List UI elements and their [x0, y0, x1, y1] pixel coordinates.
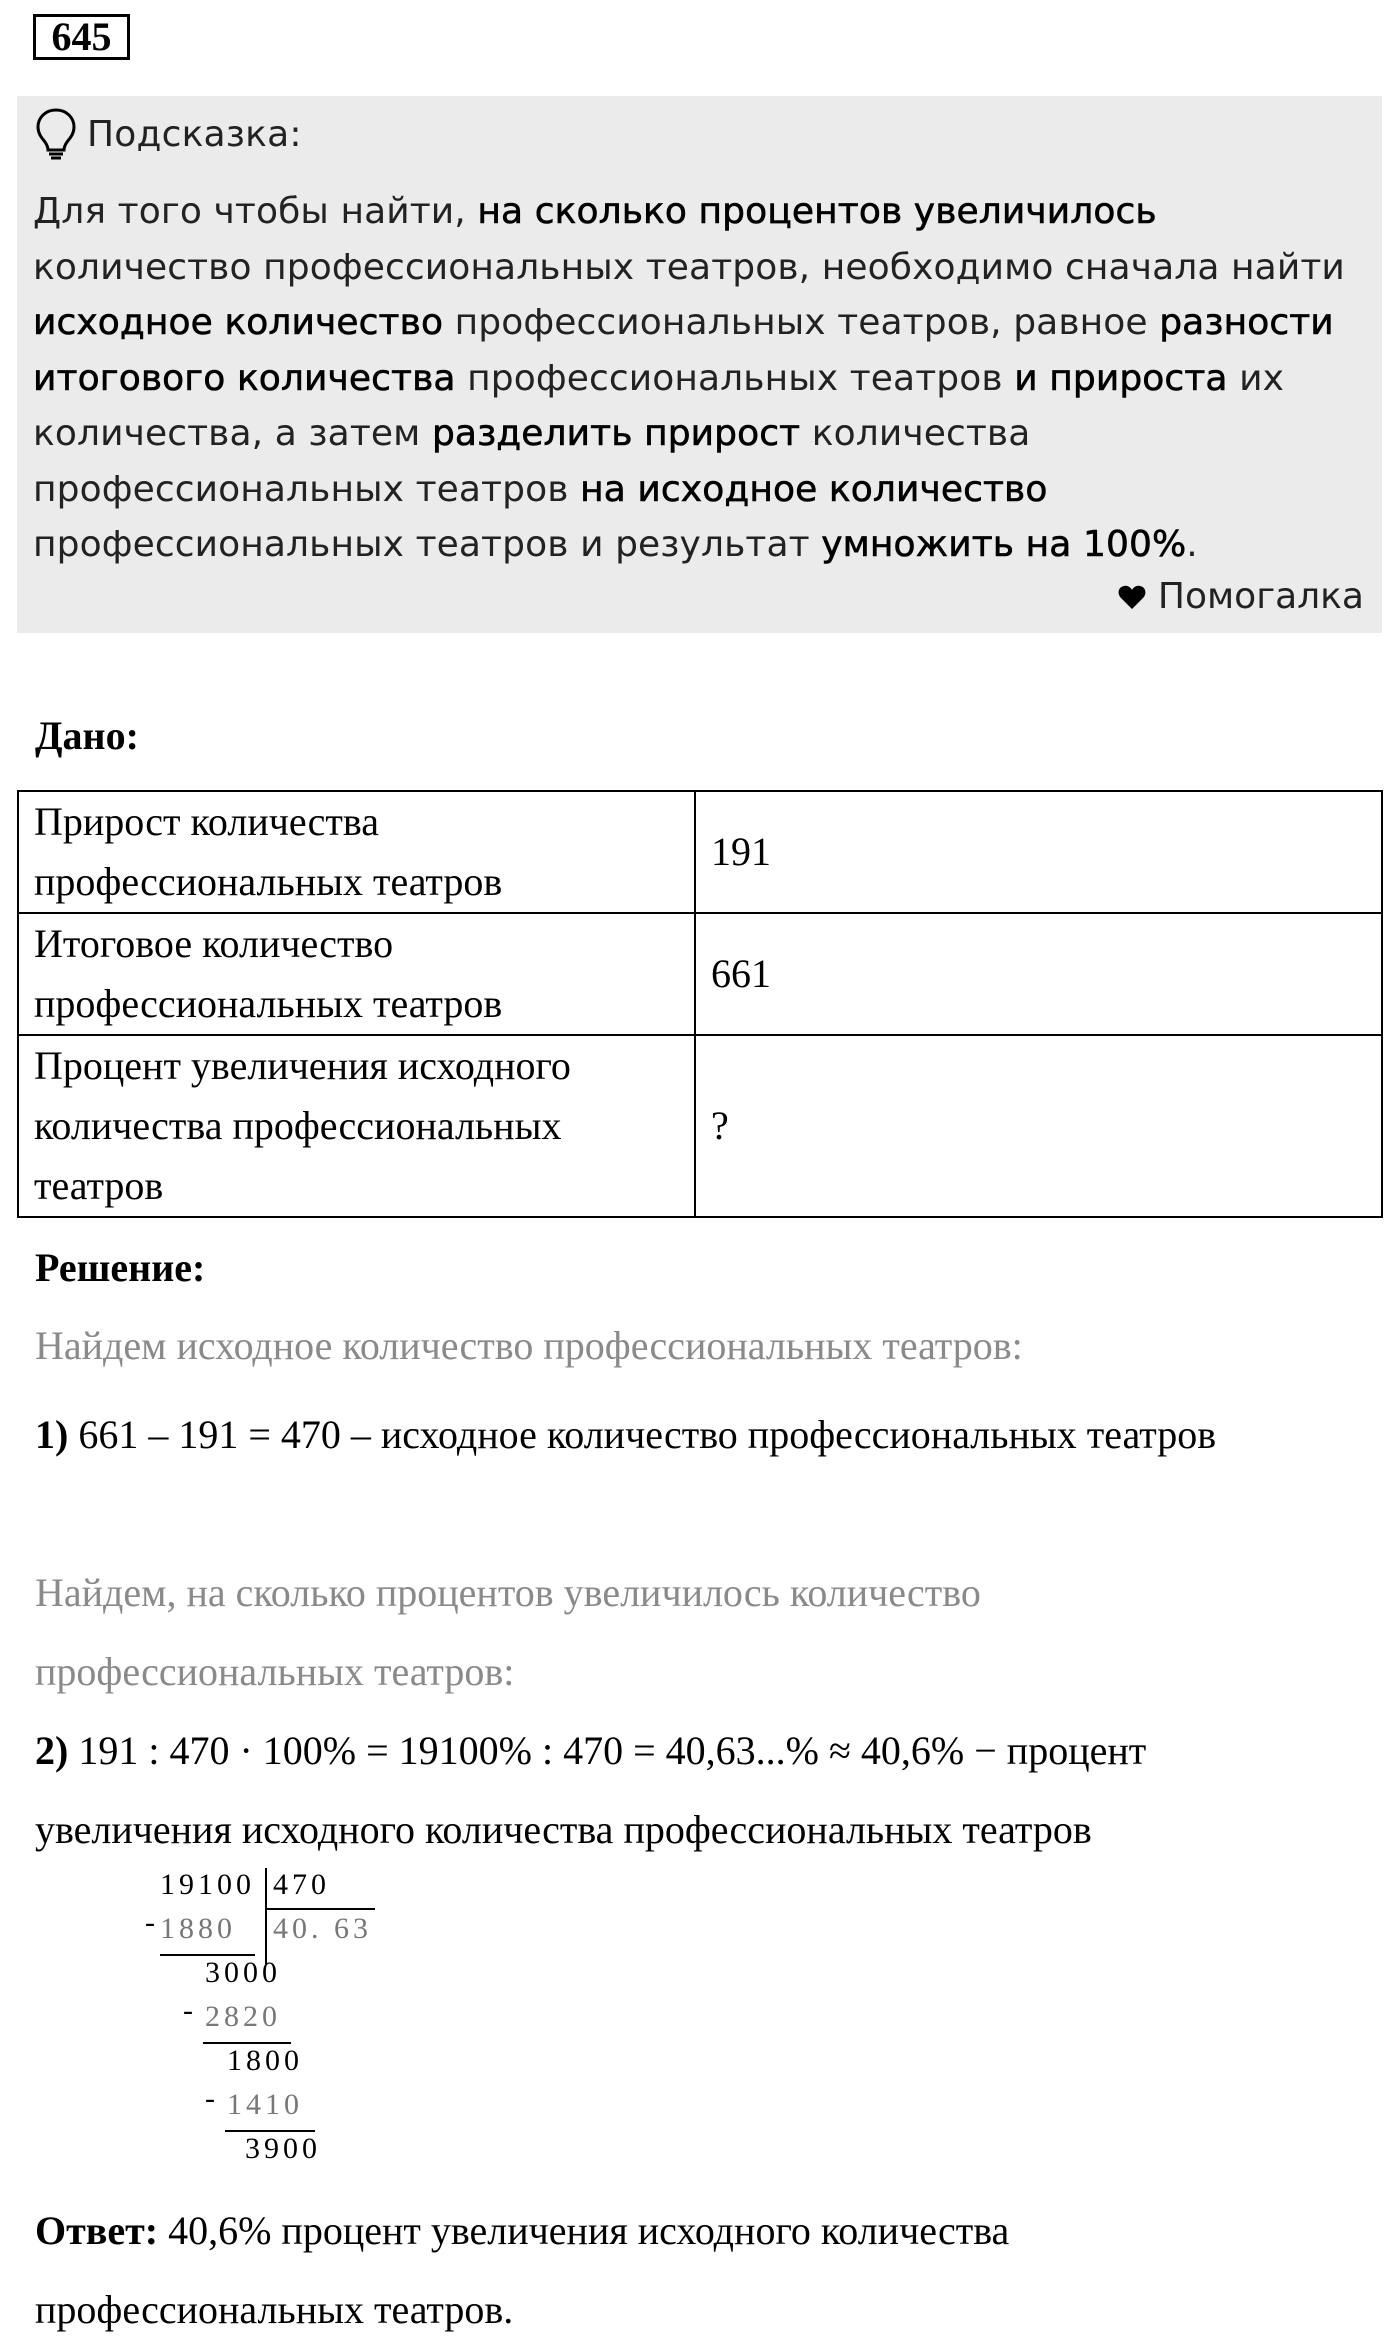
quotient: 40. 63 [273, 1912, 372, 1945]
hint-segment: количества профессиональных театров [33, 413, 1031, 510]
division-bracket [265, 1868, 267, 1964]
hint-segment: количество профессиональных театров, необходимо сначала найти [33, 246, 1345, 288]
remainder: 3900 [245, 2132, 321, 2165]
long-division [145, 1868, 405, 2178]
subtrahend: 2820 [205, 2000, 281, 2033]
step1-number: 1) [35, 1412, 69, 1457]
step2-number: 2) [35, 1728, 69, 1773]
answer [35, 2191, 1235, 2349]
hint-emphasis: и прироста [1014, 357, 1228, 399]
given-value: 661 [695, 913, 1382, 1035]
hint-segment: профессиональных театров [455, 357, 1015, 399]
hint-emphasis: на сколько процентов увеличилось [477, 191, 1157, 232]
divisor: 470 [273, 1868, 330, 1901]
hint-emphasis: разделить прирост [431, 413, 801, 454]
subtrahend: 1880 [160, 1912, 236, 1945]
remainder: 1800 [227, 2044, 303, 2077]
step2-text: 191 : 470 · 100% = 19100% : 470 = 40,63...% ≈ 40,6% − процент увеличения исходного количества профессиональных театров [35, 1728, 1147, 1852]
step2 [35, 1711, 1335, 1869]
answer-text: 40,6% процент увеличения исходного количества профессиональных театров. [35, 2208, 1010, 2332]
remainder: 3000 [205, 1956, 281, 1989]
subtrahend: 1410 [227, 2088, 303, 2121]
hint-header [33, 106, 302, 162]
given-value: 191 [695, 791, 1382, 913]
hint-emphasis: на исходное количество [580, 468, 1048, 510]
hint-segment: профессиональных театров и результат [33, 524, 822, 565]
divisor-line [265, 1908, 375, 1910]
step1-caption: Найдем исходное количество профессиональных театров: [35, 1323, 1023, 1368]
dividend: 19100 [160, 1868, 255, 1901]
hint-box [17, 96, 1382, 633]
table-row [18, 1035, 1382, 1217]
credit-label: Помогалка [1157, 576, 1364, 617]
hint-emphasis: разности итогового количества [33, 302, 1334, 399]
lightbulb-icon [33, 106, 79, 162]
step1 [35, 1395, 1265, 1474]
hint-emphasis: умножить на 100% [821, 524, 1187, 565]
minus-sign: - [205, 2082, 219, 2115]
given-label: Процент увеличения исходного количества профессиональных театров [18, 1035, 695, 1217]
given-label: Прирост количества профессиональных театров [18, 791, 695, 913]
task-number: 645 [33, 14, 130, 60]
hint-title: Подсказка: [87, 113, 302, 155]
answer-label: Ответ: [35, 2208, 159, 2253]
hint-segment: их количества, а затем [33, 357, 1284, 454]
hint-emphasis: исходное количество [33, 302, 444, 343]
hint-segment: профессиональных театров, равное [443, 302, 1160, 343]
hint-segment: Для того чтобы найти, [33, 191, 478, 232]
given-value: ? [695, 1035, 1382, 1217]
minus-sign: - [145, 1906, 159, 1939]
credit [1118, 576, 1364, 617]
given-title: Дано: [35, 713, 139, 758]
solution-title: Решение: [35, 1245, 206, 1290]
given-table [17, 790, 1383, 1218]
table-row [18, 913, 1382, 1035]
given-label: Итоговое количество профессиональных театров [18, 913, 695, 1035]
heart-icon [1118, 584, 1146, 610]
hint-segment: . [1186, 524, 1198, 565]
step2-caption: Найдем, на сколько процентов увеличилось количество профессиональных театров: [35, 1570, 981, 1694]
table-row [18, 791, 1382, 913]
minus-sign: - [183, 1994, 197, 2027]
step1-text: 661 – 191 = 470 – исходное количество профессиональных театров [68, 1412, 1217, 1457]
hint-text [33, 184, 1368, 573]
